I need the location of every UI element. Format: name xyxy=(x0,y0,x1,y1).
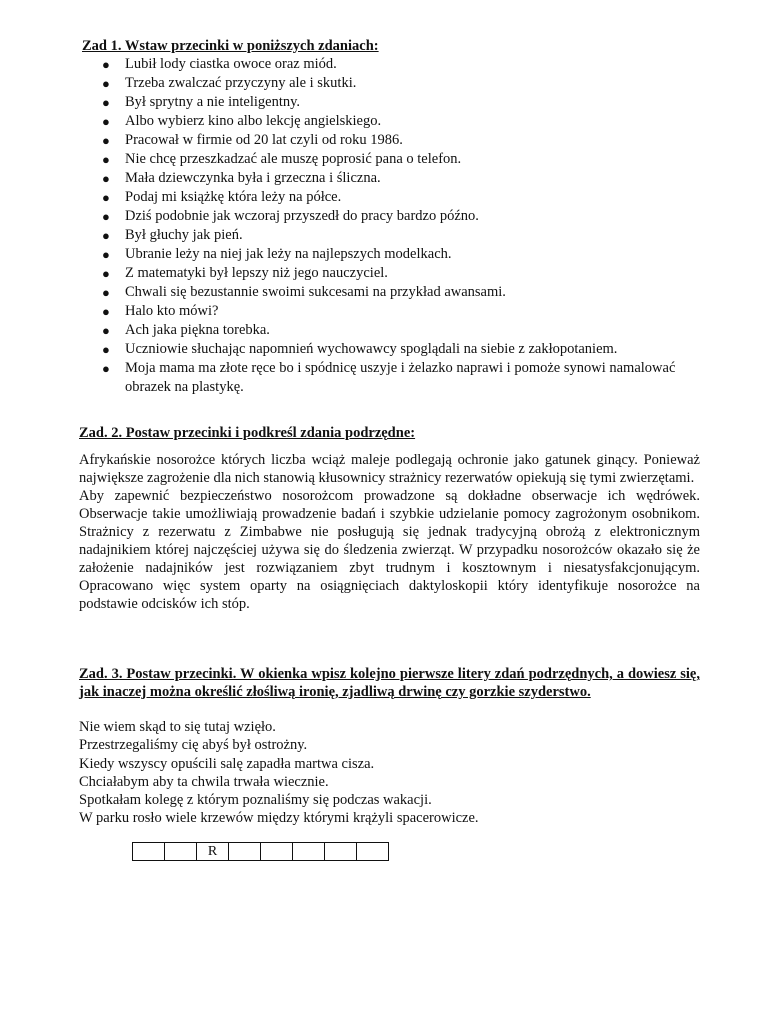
bullet-icon: ● xyxy=(102,171,110,186)
bullet-icon: ● xyxy=(102,361,110,376)
exercise1-item xyxy=(100,188,710,207)
bullet-icon: ● xyxy=(102,247,110,262)
exercise3-sentence: Spotkałam kolegę z którym poznaliśmy się podczas wakacji. xyxy=(79,792,432,809)
answer-cell[interactable] xyxy=(325,843,357,861)
bullet-icon: ● xyxy=(102,190,110,205)
bullet-icon: ● xyxy=(102,323,110,338)
exercise1-item-text: Był głuchy jak pień. xyxy=(125,227,243,243)
exercise3-sentences xyxy=(79,718,700,828)
exercise1-item xyxy=(100,264,710,283)
bullet-icon: ● xyxy=(102,209,110,224)
exercise1-item xyxy=(100,131,710,150)
exercise1-item xyxy=(100,74,710,93)
exercise1-item xyxy=(100,169,710,188)
exercise1-item xyxy=(100,150,710,169)
exercise1-item xyxy=(100,207,710,226)
exercise2-heading: Zad. 2. Postaw przecinki i podkreśl zdania podrzędne: xyxy=(79,425,416,441)
exercise1-item xyxy=(100,321,710,340)
bullet-icon: ● xyxy=(102,304,110,319)
exercise1-list xyxy=(100,55,710,397)
exercise2-text xyxy=(79,451,700,613)
exercise3-sentence: Nie wiem skąd to się tutaj wzięło. xyxy=(79,719,276,735)
answer-cell[interactable] xyxy=(293,843,325,861)
bullet-icon: ● xyxy=(102,114,110,129)
exercise1-item-text: Był sprytny a nie inteligentny. xyxy=(125,94,301,110)
bullet-icon: ● xyxy=(102,266,110,281)
exercise1-item-text: Dziś podobnie jak wczoraj przyszedł do pracy bardzo późno. xyxy=(125,208,479,224)
exercise1-item-text: Trzeba zwalczać przyczyny ale i skutki. xyxy=(125,75,357,91)
exercise1-item xyxy=(100,245,710,264)
bullet-icon: ● xyxy=(102,57,110,72)
exercise1-item xyxy=(100,112,710,131)
exercise1-item-text: Pracował w firmie od 20 lat czyli od roku 1986. xyxy=(125,132,403,148)
exercise3-heading: Zad. 3. Postaw przecinki. W okienka wpisz kolejno pierwsze litery zdań podrzędnych, a dowiesz się, jak inaczej można określić złośliwą ironię, zjadliwą drwinę czy gorzkie szyderstwo. xyxy=(79,666,700,700)
exercise1-item-text: Halo kto mówi? xyxy=(125,303,219,319)
exercise3-sentence: Kiedy wszyscy opuścili salę zapadła martwa cisza. xyxy=(79,755,375,772)
exercise1-item xyxy=(100,340,710,359)
exercise1-item xyxy=(100,226,710,245)
exercise3-sentence: Chciałabym aby ta chwila trwała wiecznie. xyxy=(79,773,329,790)
bullet-icon: ● xyxy=(102,228,110,243)
bullet-icon: ● xyxy=(102,152,110,167)
bullet-icon: ● xyxy=(102,133,110,148)
answer-grid-row xyxy=(133,843,389,861)
exercise1-item-text: Uczniowie słuchając napomnień wychowawcy spoglądali na siebie z zakłopotaniem. xyxy=(125,341,618,357)
exercise1-item-text: Chwali się bezustannie swoimi sukcesami na przykład awansami. xyxy=(125,284,506,300)
answer-cell[interactable]: R xyxy=(197,843,229,861)
exercise1-item-text: Podaj mi książkę która leży na półce. xyxy=(125,189,342,205)
exercise1-item xyxy=(100,55,710,74)
exercise3-sentence: Przestrzegaliśmy cię abyś był ostrożny. xyxy=(79,737,308,754)
answer-cell[interactable] xyxy=(261,843,293,861)
exercise2-paragraph: Afrykańskie nosorożce których liczba wciąż maleje podlegają ochronie jako gatunek ginący. Ponieważ największe zagrożenie dla nich stanowią kłusownicy strażnicy rezerwatów opiekują się tymi zwierzętami. xyxy=(79,452,700,486)
exercise1-item-text: Albo wybierz kino albo lekcję angielskiego. xyxy=(125,113,382,129)
answer-cell[interactable] xyxy=(165,843,197,861)
bullet-icon: ● xyxy=(102,285,110,300)
exercise3-sentence: W parku rosło wiele krzewów między którymi krążyli spacerowicze. xyxy=(79,810,479,827)
exercise1-item-text: Mała dziewczynka była i grzeczna i śliczna. xyxy=(125,170,381,186)
answer-cell[interactable] xyxy=(133,843,165,861)
exercise1-item xyxy=(100,302,710,321)
bullet-icon: ● xyxy=(102,342,110,357)
answer-cell[interactable] xyxy=(357,843,389,861)
answer-grid xyxy=(132,842,389,861)
exercise1-item-text: Moja mama ma złote ręce bo i spódnicę uszyje i żelazko naprawi i pomoże synowi namalować obrazek na plastykę. xyxy=(125,360,676,395)
exercise1-item-text: Ach jaka piękna torebka. xyxy=(125,322,270,338)
exercise1-item-text: Nie chcę przeszkadzać ale muszę poprosić pana o telefon. xyxy=(125,151,462,167)
exercise1-item xyxy=(100,93,710,112)
exercise1-item-text: Lubił lody ciastka owoce oraz miód. xyxy=(125,56,337,72)
exercise1-item xyxy=(100,359,710,397)
exercise1-item-text: Z matematyki był lepszy niż jego nauczyciel. xyxy=(125,265,388,281)
exercise1-item-text: Ubranie leży na niej jak leży na najlepszych modelkach. xyxy=(125,246,452,262)
exercise2-paragraph: Aby zapewnić bezpieczeństwo nosorożcom prowadzone są dokładne obserwacje ich wędrówek. Obserwacje takie umożliwiają prowadzenie badań i szybkie udzielanie pomocy zagrożonym osobnikom. Strażnicy z rezerwatu z Zimbabwe nie posługują się jednak tradycyjną obrożą z elektronicznym nadajnikiem której najczęściej używa się do śledzenia zwierząt. W przypadku nosorożców okazało się że założenie nadajników jest rozwiązaniem zbyt trudnym i kosztownym i niesatysfakcjonującym. Opracowano więc system oparty na osiągnięciach daktyloskopii który identyfikuje nosorożce na podstawie odcisków ich stóp. xyxy=(79,488,700,612)
exercise1-item xyxy=(100,283,710,302)
exercise1-heading: Zad 1. Wstaw przecinki w poniższych zdaniach: xyxy=(82,38,379,54)
answer-cell[interactable] xyxy=(229,843,261,861)
bullet-icon: ● xyxy=(102,76,110,91)
bullet-icon: ● xyxy=(102,95,110,110)
